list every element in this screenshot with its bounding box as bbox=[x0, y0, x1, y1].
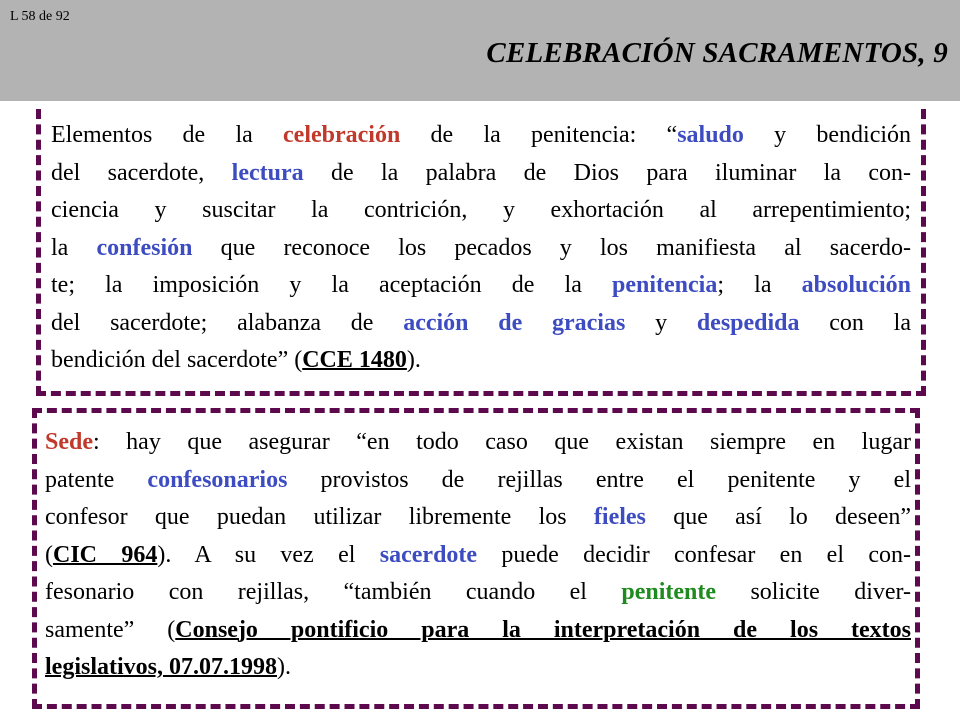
text-run: con la bbox=[799, 309, 912, 336]
text-run: de la penitencia: “ bbox=[400, 122, 678, 148]
text-run: y bbox=[625, 309, 697, 336]
text-line bbox=[45, 612, 911, 650]
text-line bbox=[51, 342, 911, 380]
text-run: del sacerdote, bbox=[51, 159, 232, 186]
text-line bbox=[51, 305, 911, 343]
header-bar bbox=[0, 0, 960, 101]
text-run: patente bbox=[45, 466, 148, 493]
emphasis-term: despedida bbox=[696, 309, 800, 336]
text-run: samente” ( bbox=[45, 616, 176, 643]
text-run: confesor que puedan utilizar libremente los bbox=[45, 504, 594, 530]
text-run: puede decidir confesar en el con- bbox=[477, 541, 912, 568]
emphasis-term: penitente bbox=[621, 579, 717, 605]
text-run: la bbox=[51, 234, 97, 261]
text-run: ). bbox=[406, 347, 421, 373]
text-run: te; la imposición y la aceptación de la bbox=[51, 272, 613, 298]
text-line bbox=[45, 462, 911, 500]
citation-reference: CIC 964 bbox=[53, 541, 158, 568]
text-line bbox=[45, 499, 911, 537]
text-run: ; la bbox=[717, 272, 802, 298]
emphasis-term: lectura bbox=[231, 159, 304, 186]
text-run: ( bbox=[45, 541, 53, 568]
text-line bbox=[45, 649, 911, 687]
text-run: que así lo deseen” bbox=[645, 504, 911, 530]
citation-reference: Consejo pontificio para la interpretación de los textos bbox=[175, 616, 911, 643]
text-line bbox=[51, 230, 911, 268]
text-run: ciencia y suscitar la contrición, y exhortación al arrepentimiento; bbox=[51, 197, 911, 223]
emphasis-term: confesión bbox=[96, 234, 193, 261]
text-run: bendición del sacerdote” ( bbox=[51, 347, 303, 373]
emphasis-term: absolución bbox=[801, 272, 911, 298]
text-run: ). A su vez el bbox=[157, 541, 380, 568]
text-line bbox=[45, 424, 911, 462]
text-run: de la palabra de Dios para iluminar la con- bbox=[303, 159, 911, 186]
text-line bbox=[51, 267, 911, 305]
paragraph-confession-seat bbox=[45, 424, 911, 687]
emphasis-term: fieles bbox=[593, 504, 646, 530]
text-run: y bendición bbox=[743, 122, 912, 148]
emphasis-term: celebración bbox=[283, 122, 401, 148]
text-run: Elementos de la bbox=[51, 122, 284, 148]
emphasis-term: acción de gracias bbox=[403, 309, 626, 336]
emphasis-term: penitencia bbox=[612, 272, 718, 298]
text-run: que reconoce los pecados y los manifiesta al sacerdo- bbox=[192, 234, 911, 261]
text-line bbox=[45, 574, 911, 612]
text-line bbox=[51, 117, 911, 155]
slide-title: CELEBRACIÓN SACRAMENTOS, 9 bbox=[486, 37, 948, 69]
citation-reference: legislativos, 07.07.1998 bbox=[45, 654, 277, 680]
text-run: solicite diver- bbox=[716, 579, 912, 605]
paragraph-celebration-elements bbox=[51, 117, 911, 380]
text-run: del sacerdote; alabanza de bbox=[51, 309, 404, 336]
citation-reference: CCE 1480 bbox=[302, 347, 407, 373]
emphasis-term: Sede bbox=[45, 429, 93, 455]
text-line bbox=[45, 537, 911, 575]
text-run: ). bbox=[277, 654, 291, 680]
text-run: fesonario con rejillas, “también cuando el bbox=[45, 579, 622, 605]
text-run: : hay que asegurar “en todo caso que existan siempre en lugar bbox=[93, 429, 911, 455]
emphasis-term: sacerdote bbox=[379, 541, 478, 568]
text-line bbox=[51, 155, 911, 193]
text-line bbox=[51, 192, 911, 230]
text-run: provistos de rejillas entre el penitente y el bbox=[287, 466, 911, 493]
slide-counter: L 58 de 92 bbox=[10, 9, 70, 24]
emphasis-term: confesonarios bbox=[147, 466, 288, 493]
emphasis-term: saludo bbox=[677, 122, 744, 148]
